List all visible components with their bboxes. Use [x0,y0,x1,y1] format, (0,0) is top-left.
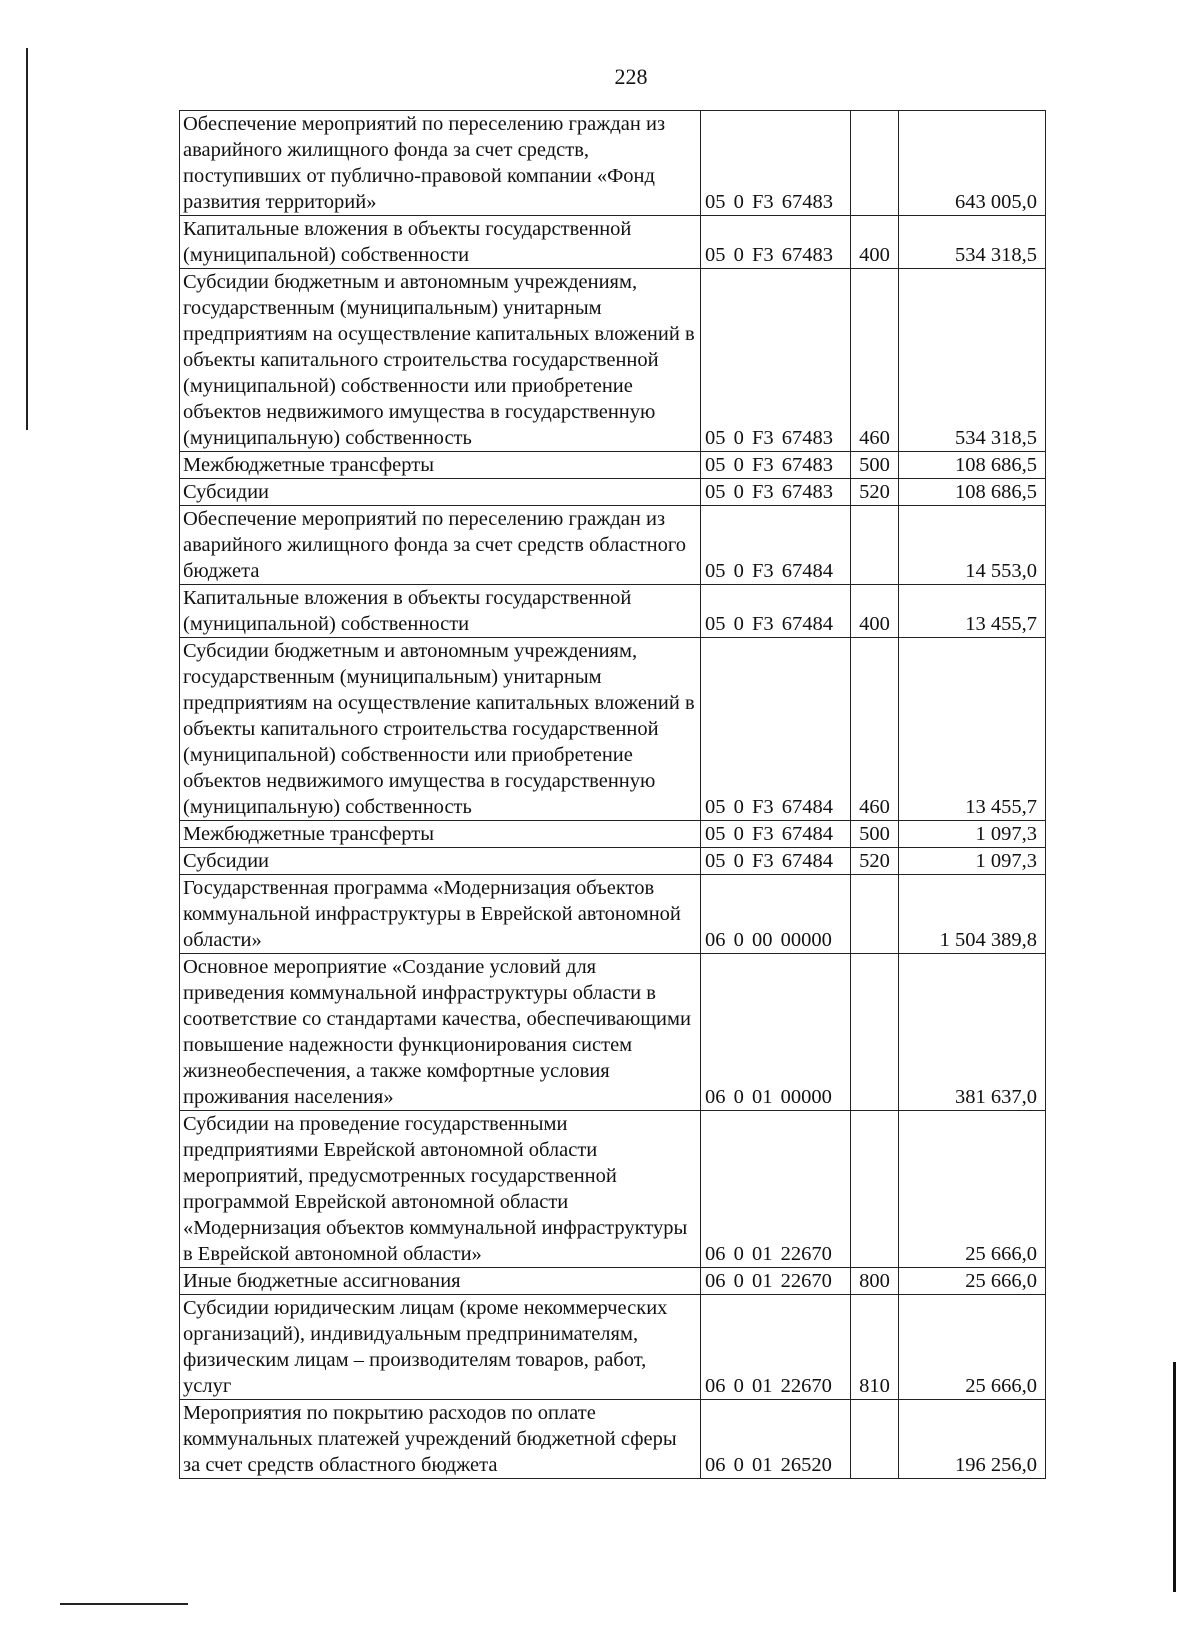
table-row [180,1111,1046,1268]
row-amount-cell: 25 666,0 [899,1295,1046,1400]
row-amount-cell: 13 455,7 [899,638,1046,821]
row-code-cell: 05 0 F3 67483 [701,216,851,269]
row-code-cell: 05 0 F3 67483 [701,479,851,506]
row-code-cell: 06 0 01 22670 [701,1295,851,1400]
row-name-cell: Субсидии бюджетным и автономным учреждениям, государственным (муниципальным) унитарным предприятиям на осуществление капитальных вложений в объекты капитального строительства государственной (муниципальной) собственности или приобретение объектов недвижимого имущества в государственную (муниципальную) собственность [180,269,701,452]
page-number: 228 [614,64,648,89]
table-row [180,638,1046,821]
row-expense-type-cell [851,1111,899,1268]
row-name-cell: Основное мероприятие «Создание условий для приведения коммунальной инфраструктуры области в соответствие со стандартами качества, обеспечивающими повышение надежности функционирования систем жизнеобеспечения, а также комфортные условия проживания населения» [180,954,701,1111]
row-expense-type-cell [851,875,899,954]
row-name-cell: Государственная программа «Модернизация объектов коммунальной инфраструктуры в Еврейской автономной области» [180,875,701,954]
row-amount-cell: 25 666,0 [899,1268,1046,1295]
row-code-cell: 05 0 F3 67484 [701,506,851,585]
row-amount-cell: 643 005,0 [899,111,1046,216]
table-row [180,821,1046,848]
table-row [180,1268,1046,1295]
row-code-cell: 06 0 01 22670 [701,1268,851,1295]
table-row [180,1400,1046,1479]
row-expense-type-cell: 810 [851,1295,899,1400]
row-name-cell: Межбюджетные трансферты [180,821,701,848]
table-row [180,585,1046,638]
row-amount-cell: 14 553,0 [899,506,1046,585]
table-row [180,506,1046,585]
bottom-rule [60,1603,188,1605]
budget-table [179,110,1046,1479]
row-expense-type-cell [851,506,899,585]
row-expense-type-cell [851,1400,899,1479]
row-amount-cell: 108 686,5 [899,452,1046,479]
row-expense-type-cell: 400 [851,216,899,269]
row-name-cell: Обеспечение мероприятий по переселению граждан из аварийного жилищного фонда за счет средств областного бюджета [180,506,701,585]
table-row [180,848,1046,875]
table-row [180,954,1046,1111]
row-expense-type-cell: 500 [851,821,899,848]
row-code-cell: 05 0 F3 67484 [701,585,851,638]
row-code-cell: 06 0 01 00000 [701,954,851,1111]
budget-table-body [180,111,1046,1479]
row-name-cell: Субсидии [180,479,701,506]
row-amount-cell: 13 455,7 [899,585,1046,638]
row-code-cell: 05 0 F3 67483 [701,452,851,479]
row-name-cell: Субсидии [180,848,701,875]
table-row [180,269,1046,452]
table-row [180,479,1046,506]
margin-line-right [1173,1362,1176,1592]
row-code-cell: 05 0 F3 67483 [701,269,851,452]
row-expense-type-cell [851,954,899,1111]
row-amount-cell: 381 637,0 [899,954,1046,1111]
row-name-cell: Субсидии юридическим лицам (кроме некоммерческих организаций), индивидуальным предпринимателям, физическим лицам – производителям товаров, работ, услуг [180,1295,701,1400]
table-row [180,216,1046,269]
row-code-cell: 06 0 01 22670 [701,1111,851,1268]
margin-line-left [26,48,28,430]
row-amount-cell: 108 686,5 [899,479,1046,506]
row-amount-cell: 534 318,5 [899,216,1046,269]
row-expense-type-cell: 500 [851,452,899,479]
row-name-cell: Субсидии на проведение государственными предприятиями Еврейской автономной области мероприятий, предусмотренных государственной программой Еврейской автономной области «Модернизация объектов коммунальной инфраструктуры в Еврейской автономной области» [180,1111,701,1268]
row-expense-type-cell: 400 [851,585,899,638]
row-name-cell: Капитальные вложения в объекты государственной (муниципальной) собственности [180,216,701,269]
row-name-cell: Обеспечение мероприятий по переселению граждан из аварийного жилищного фонда за счет средств, поступивших от публично-правовой компании «Фонд развития территорий» [180,111,701,216]
table-row [180,1295,1046,1400]
row-amount-cell: 196 256,0 [899,1400,1046,1479]
row-expense-type-cell [851,111,899,216]
row-expense-type-cell: 460 [851,638,899,821]
row-code-cell: 06 0 00 00000 [701,875,851,954]
row-amount-cell: 1 097,3 [899,821,1046,848]
row-code-cell: 05 0 F3 67484 [701,821,851,848]
table-row [180,875,1046,954]
row-code-cell: 05 0 F3 67484 [701,848,851,875]
row-amount-cell: 25 666,0 [899,1111,1046,1268]
row-expense-type-cell: 460 [851,269,899,452]
row-name-cell: Межбюджетные трансферты [180,452,701,479]
row-name-cell: Мероприятия по покрытию расходов по оплате коммунальных платежей учреждений бюджетной сферы за счет средств областного бюджета [180,1400,701,1479]
row-code-cell: 05 0 F3 67484 [701,638,851,821]
row-expense-type-cell: 520 [851,848,899,875]
row-expense-type-cell: 800 [851,1268,899,1295]
table-row [180,111,1046,216]
row-name-cell: Иные бюджетные ассигнования [180,1268,701,1295]
row-amount-cell: 1 097,3 [899,848,1046,875]
table-row [180,452,1046,479]
row-name-cell: Капитальные вложения в объекты государственной (муниципальной) собственности [180,585,701,638]
row-expense-type-cell: 520 [851,479,899,506]
row-code-cell: 05 0 F3 67483 [701,111,851,216]
row-code-cell: 06 0 01 26520 [701,1400,851,1479]
row-amount-cell: 1 504 389,8 [899,875,1046,954]
row-amount-cell: 534 318,5 [899,269,1046,452]
row-name-cell: Субсидии бюджетным и автономным учреждениям, государственным (муниципальным) унитарным предприятиям на осуществление капитальных вложений в объекты капитального строительства государственной (муниципальной) собственности или приобретение объектов недвижимого имущества в государственную (муниципальную) собственность [180,638,701,821]
